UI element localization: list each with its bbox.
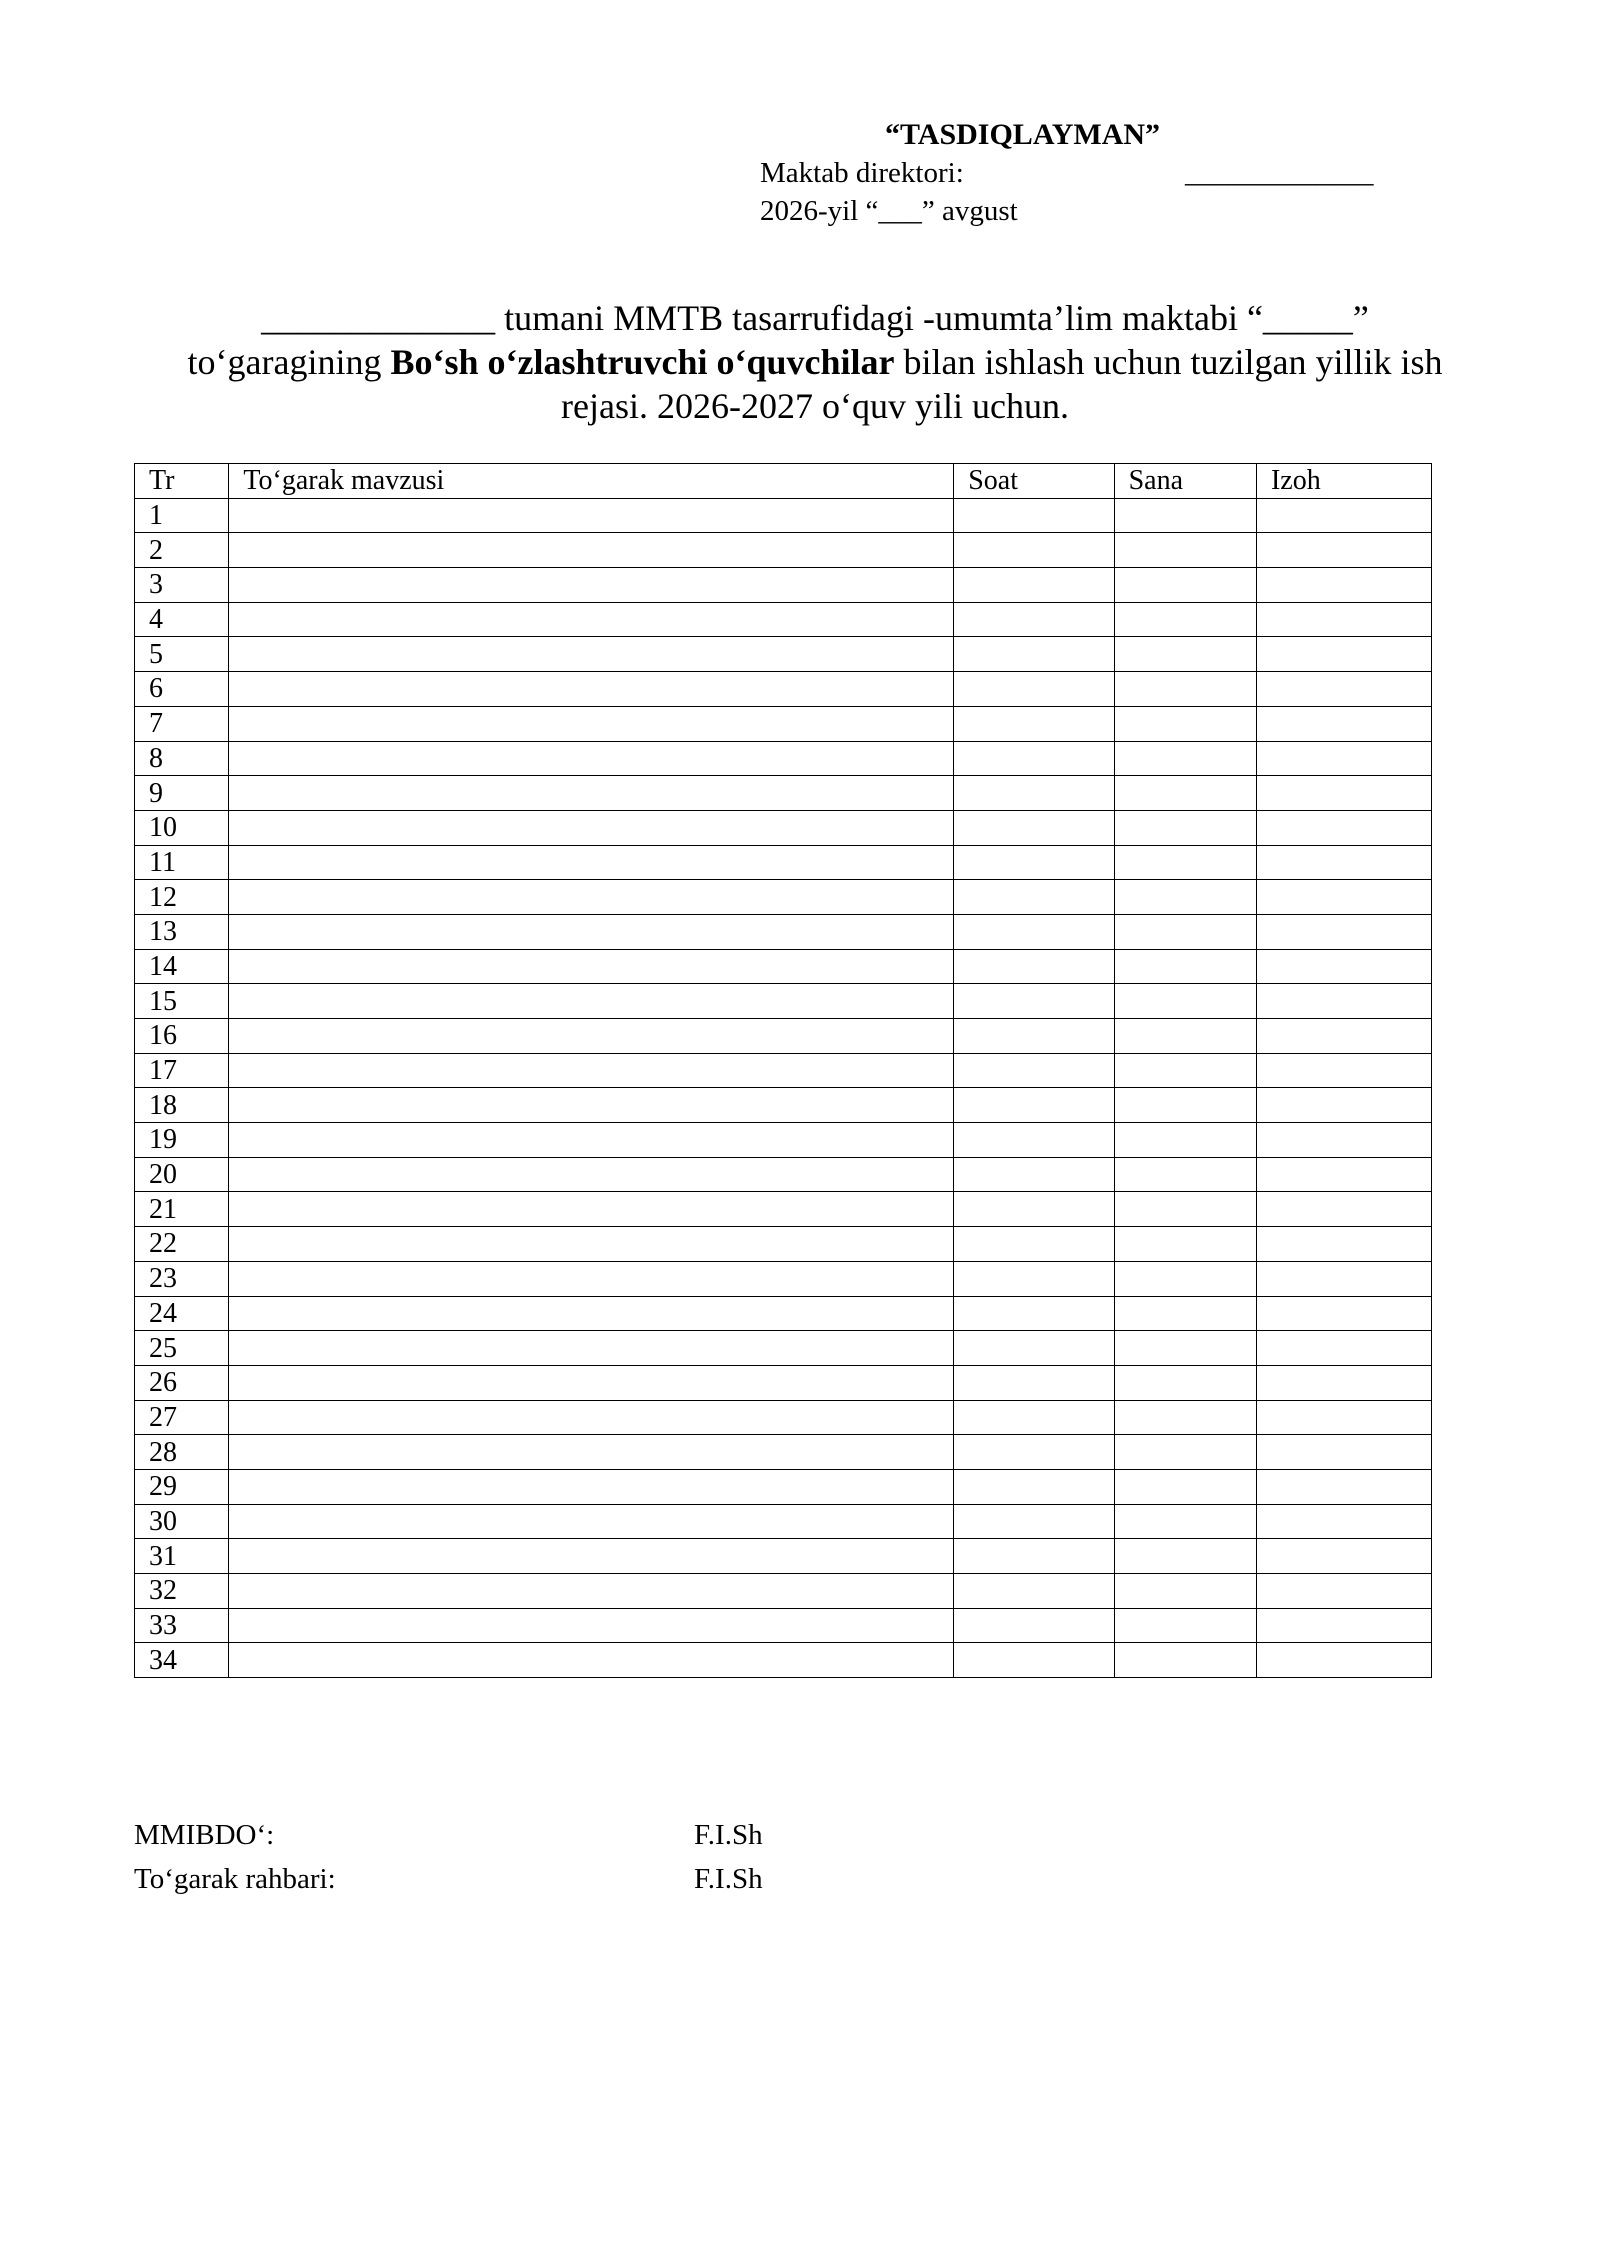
sana-cell: [1114, 1019, 1256, 1054]
row-number: 22: [135, 1227, 229, 1262]
table-row: [135, 1227, 1432, 1262]
soat-cell: [954, 1608, 1114, 1643]
header-soat: Soat: [954, 464, 1114, 499]
title-line-2-bold: Bo‘sh o‘zlashtruvchi o‘quvchilar: [390, 342, 895, 382]
izoh-cell: [1256, 741, 1431, 776]
row-number: 19: [135, 1123, 229, 1158]
sana-cell: [1114, 1261, 1256, 1296]
sana-cell: [1114, 1192, 1256, 1227]
signature-club-leader: [134, 1857, 763, 1901]
sana-cell: [1114, 1227, 1256, 1262]
table-row: [135, 1435, 1432, 1470]
soat-cell: [954, 880, 1114, 915]
topic-cell: [229, 1365, 954, 1400]
title-line-1: _____________ tumani MMTB tasarrufidagi -umumta’lim maktabi “_____”: [261, 298, 1369, 338]
row-number: 29: [135, 1469, 229, 1504]
table-row: [135, 1053, 1432, 1088]
izoh-cell: [1256, 1574, 1431, 1609]
sana-cell: [1114, 1296, 1256, 1331]
soat-cell: [954, 672, 1114, 707]
sana-cell: [1114, 672, 1256, 707]
sana-cell: [1114, 498, 1256, 533]
topic-cell: [229, 845, 954, 880]
sana-cell: [1114, 706, 1256, 741]
row-number: 32: [135, 1574, 229, 1609]
izoh-cell: [1256, 776, 1431, 811]
header-topic: To‘garak mavzusi: [229, 464, 954, 499]
table-row: [135, 1539, 1432, 1574]
table-row: [135, 1088, 1432, 1123]
izoh-cell: [1256, 1192, 1431, 1227]
sana-cell: [1114, 880, 1256, 915]
row-number: 12: [135, 880, 229, 915]
row-number: 4: [135, 602, 229, 637]
table-row: [135, 1296, 1432, 1331]
topic-cell: [229, 1574, 954, 1609]
signature-name: F.I.Sh: [694, 1819, 763, 1851]
row-number: 1: [135, 498, 229, 533]
izoh-cell: [1256, 914, 1431, 949]
header-izoh: Izoh: [1256, 464, 1431, 499]
soat-cell: [954, 741, 1114, 776]
plan-table: [134, 463, 1432, 1678]
sana-cell: [1114, 1053, 1256, 1088]
plan-table-body: [135, 498, 1432, 1677]
topic-cell: [229, 1469, 954, 1504]
row-number: 25: [135, 1331, 229, 1366]
header-tr: Tr: [135, 464, 229, 499]
table-row: [135, 1331, 1432, 1366]
row-number: 9: [135, 776, 229, 811]
topic-cell: [229, 1053, 954, 1088]
row-number: 13: [135, 914, 229, 949]
soat-cell: [954, 1400, 1114, 1435]
signature-name: F.I.Sh: [694, 1863, 763, 1895]
soat-cell: [954, 637, 1114, 672]
soat-cell: [954, 1331, 1114, 1366]
izoh-cell: [1256, 1123, 1431, 1158]
director-label: Maktab direktori:: [760, 157, 964, 189]
topic-cell: [229, 637, 954, 672]
sana-cell: [1114, 533, 1256, 568]
table-row: [135, 1400, 1432, 1435]
row-number: 31: [135, 1539, 229, 1574]
signature-mmibdo: [134, 1813, 763, 1857]
topic-cell: [229, 1227, 954, 1262]
sana-cell: [1114, 568, 1256, 603]
izoh-cell: [1256, 949, 1431, 984]
izoh-cell: [1256, 1088, 1431, 1123]
table-row: [135, 845, 1432, 880]
table-row: [135, 1019, 1432, 1054]
table-row: [135, 533, 1432, 568]
topic-cell: [229, 1608, 954, 1643]
row-number: 10: [135, 810, 229, 845]
sana-cell: [1114, 914, 1256, 949]
sana-cell: [1114, 949, 1256, 984]
soat-cell: [954, 1365, 1114, 1400]
izoh-cell: [1256, 568, 1431, 603]
sana-cell: [1114, 1469, 1256, 1504]
table-row: [135, 1643, 1432, 1678]
row-number: 24: [135, 1296, 229, 1331]
izoh-cell: [1256, 1227, 1431, 1262]
izoh-cell: [1256, 1643, 1431, 1678]
soat-cell: [954, 845, 1114, 880]
izoh-cell: [1256, 1608, 1431, 1643]
row-number: 3: [135, 568, 229, 603]
izoh-cell: [1256, 810, 1431, 845]
soat-cell: [954, 1053, 1114, 1088]
soat-cell: [954, 1227, 1114, 1262]
table-row: [135, 568, 1432, 603]
sana-cell: [1114, 984, 1256, 1019]
izoh-cell: [1256, 1469, 1431, 1504]
table-row: [135, 1469, 1432, 1504]
document-title: [130, 296, 1500, 428]
topic-cell: [229, 1539, 954, 1574]
table-row: [135, 949, 1432, 984]
topic-cell: [229, 1123, 954, 1158]
izoh-cell: [1256, 1504, 1431, 1539]
soat-cell: [954, 706, 1114, 741]
row-number: 14: [135, 949, 229, 984]
soat-cell: [954, 1019, 1114, 1054]
soat-cell: [954, 984, 1114, 1019]
soat-cell: [954, 810, 1114, 845]
row-number: 18: [135, 1088, 229, 1123]
topic-cell: [229, 568, 954, 603]
approval-block: [760, 116, 1400, 230]
table-row: [135, 602, 1432, 637]
izoh-cell: [1256, 1261, 1431, 1296]
izoh-cell: [1256, 533, 1431, 568]
table-row: [135, 810, 1432, 845]
table-row: [135, 1365, 1432, 1400]
soat-cell: [954, 1123, 1114, 1158]
row-number: 26: [135, 1365, 229, 1400]
sana-cell: [1114, 1608, 1256, 1643]
soat-cell: [954, 568, 1114, 603]
table-row: [135, 1504, 1432, 1539]
row-number: 5: [135, 637, 229, 672]
topic-cell: [229, 533, 954, 568]
table-row: [135, 1261, 1432, 1296]
izoh-cell: [1256, 1331, 1431, 1366]
row-number: 15: [135, 984, 229, 1019]
row-number: 33: [135, 1608, 229, 1643]
table-row: [135, 984, 1432, 1019]
soat-cell: [954, 1261, 1114, 1296]
row-number: 28: [135, 1435, 229, 1470]
row-number: 7: [135, 706, 229, 741]
soat-cell: [954, 1296, 1114, 1331]
row-number: 23: [135, 1261, 229, 1296]
izoh-cell: [1256, 1157, 1431, 1192]
topic-cell: [229, 1296, 954, 1331]
soat-cell: [954, 1504, 1114, 1539]
sana-cell: [1114, 602, 1256, 637]
table-row: [135, 776, 1432, 811]
table-row: [135, 672, 1432, 707]
row-number: 11: [135, 845, 229, 880]
topic-cell: [229, 741, 954, 776]
izoh-cell: [1256, 706, 1431, 741]
sana-cell: [1114, 845, 1256, 880]
soat-cell: [954, 1469, 1114, 1504]
sana-cell: [1114, 1331, 1256, 1366]
row-number: 34: [135, 1643, 229, 1678]
director-signature-blank: _____________: [1185, 157, 1374, 189]
soat-cell: [954, 1643, 1114, 1678]
izoh-cell: [1256, 672, 1431, 707]
izoh-cell: [1256, 1400, 1431, 1435]
soat-cell: [954, 1157, 1114, 1192]
row-number: 6: [135, 672, 229, 707]
izoh-cell: [1256, 602, 1431, 637]
topic-cell: [229, 810, 954, 845]
table-row: [135, 1608, 1432, 1643]
izoh-cell: [1256, 1296, 1431, 1331]
topic-cell: [229, 498, 954, 533]
title-line-2-suffix: bilan ishlash uchun tuzilgan yillik ish: [894, 342, 1443, 382]
row-number: 27: [135, 1400, 229, 1435]
signature-role: MMIBDO‘:: [134, 1819, 275, 1851]
izoh-cell: [1256, 1019, 1431, 1054]
soat-cell: [954, 602, 1114, 637]
approval-date: 2026-yil “___” avgust: [760, 195, 1018, 227]
sana-cell: [1114, 637, 1256, 672]
izoh-cell: [1256, 984, 1431, 1019]
table-row: [135, 637, 1432, 672]
table-row: [135, 1123, 1432, 1158]
topic-cell: [229, 1019, 954, 1054]
table-row: [135, 1192, 1432, 1227]
table-row: [135, 914, 1432, 949]
topic-cell: [229, 706, 954, 741]
izoh-cell: [1256, 1365, 1431, 1400]
topic-cell: [229, 1400, 954, 1435]
row-number: 21: [135, 1192, 229, 1227]
topic-cell: [229, 1643, 954, 1678]
izoh-cell: [1256, 880, 1431, 915]
sana-cell: [1114, 1504, 1256, 1539]
sana-cell: [1114, 1400, 1256, 1435]
topic-cell: [229, 984, 954, 1019]
sana-cell: [1114, 741, 1256, 776]
topic-cell: [229, 914, 954, 949]
izoh-cell: [1256, 1539, 1431, 1574]
row-number: 2: [135, 533, 229, 568]
topic-cell: [229, 880, 954, 915]
soat-cell: [954, 1088, 1114, 1123]
table-row: [135, 706, 1432, 741]
soat-cell: [954, 533, 1114, 568]
row-number: 8: [135, 741, 229, 776]
topic-cell: [229, 776, 954, 811]
sana-cell: [1114, 810, 1256, 845]
soat-cell: [954, 776, 1114, 811]
izoh-cell: [1256, 637, 1431, 672]
director-line: [760, 154, 1400, 192]
table-header-row: [135, 464, 1432, 499]
soat-cell: [954, 914, 1114, 949]
table-row: [135, 498, 1432, 533]
table-row: [135, 1574, 1432, 1609]
soat-cell: [954, 1574, 1114, 1609]
topic-cell: [229, 1261, 954, 1296]
soat-cell: [954, 1192, 1114, 1227]
signature-role: To‘garak rahbari:: [134, 1863, 336, 1895]
izoh-cell: [1256, 1435, 1431, 1470]
topic-cell: [229, 602, 954, 637]
izoh-cell: [1256, 1053, 1431, 1088]
row-number: 30: [135, 1504, 229, 1539]
sana-cell: [1114, 1365, 1256, 1400]
topic-cell: [229, 1157, 954, 1192]
table-row: [135, 880, 1432, 915]
sana-cell: [1114, 1435, 1256, 1470]
row-number: 17: [135, 1053, 229, 1088]
topic-cell: [229, 1331, 954, 1366]
topic-cell: [229, 1504, 954, 1539]
sana-cell: [1114, 1574, 1256, 1609]
table-row: [135, 1157, 1432, 1192]
topic-cell: [229, 1192, 954, 1227]
title-line-2: [130, 340, 1500, 384]
soat-cell: [954, 498, 1114, 533]
sana-cell: [1114, 1123, 1256, 1158]
header-sana: Sana: [1114, 464, 1256, 499]
sana-cell: [1114, 776, 1256, 811]
sana-cell: [1114, 1643, 1256, 1678]
row-number: 16: [135, 1019, 229, 1054]
title-line-2-prefix: to‘garagining: [187, 342, 391, 382]
topic-cell: [229, 1088, 954, 1123]
soat-cell: [954, 949, 1114, 984]
topic-cell: [229, 672, 954, 707]
sana-cell: [1114, 1157, 1256, 1192]
izoh-cell: [1256, 845, 1431, 880]
approval-heading: “TASDIQLAYMAN”: [885, 118, 1161, 151]
sana-cell: [1114, 1088, 1256, 1123]
topic-cell: [229, 1435, 954, 1470]
row-number: 20: [135, 1157, 229, 1192]
topic-cell: [229, 949, 954, 984]
title-line-3: rejasi. 2026-2027 o‘quv yili uchun.: [561, 386, 1069, 426]
soat-cell: [954, 1539, 1114, 1574]
izoh-cell: [1256, 498, 1431, 533]
sana-cell: [1114, 1539, 1256, 1574]
table-row: [135, 741, 1432, 776]
soat-cell: [954, 1435, 1114, 1470]
